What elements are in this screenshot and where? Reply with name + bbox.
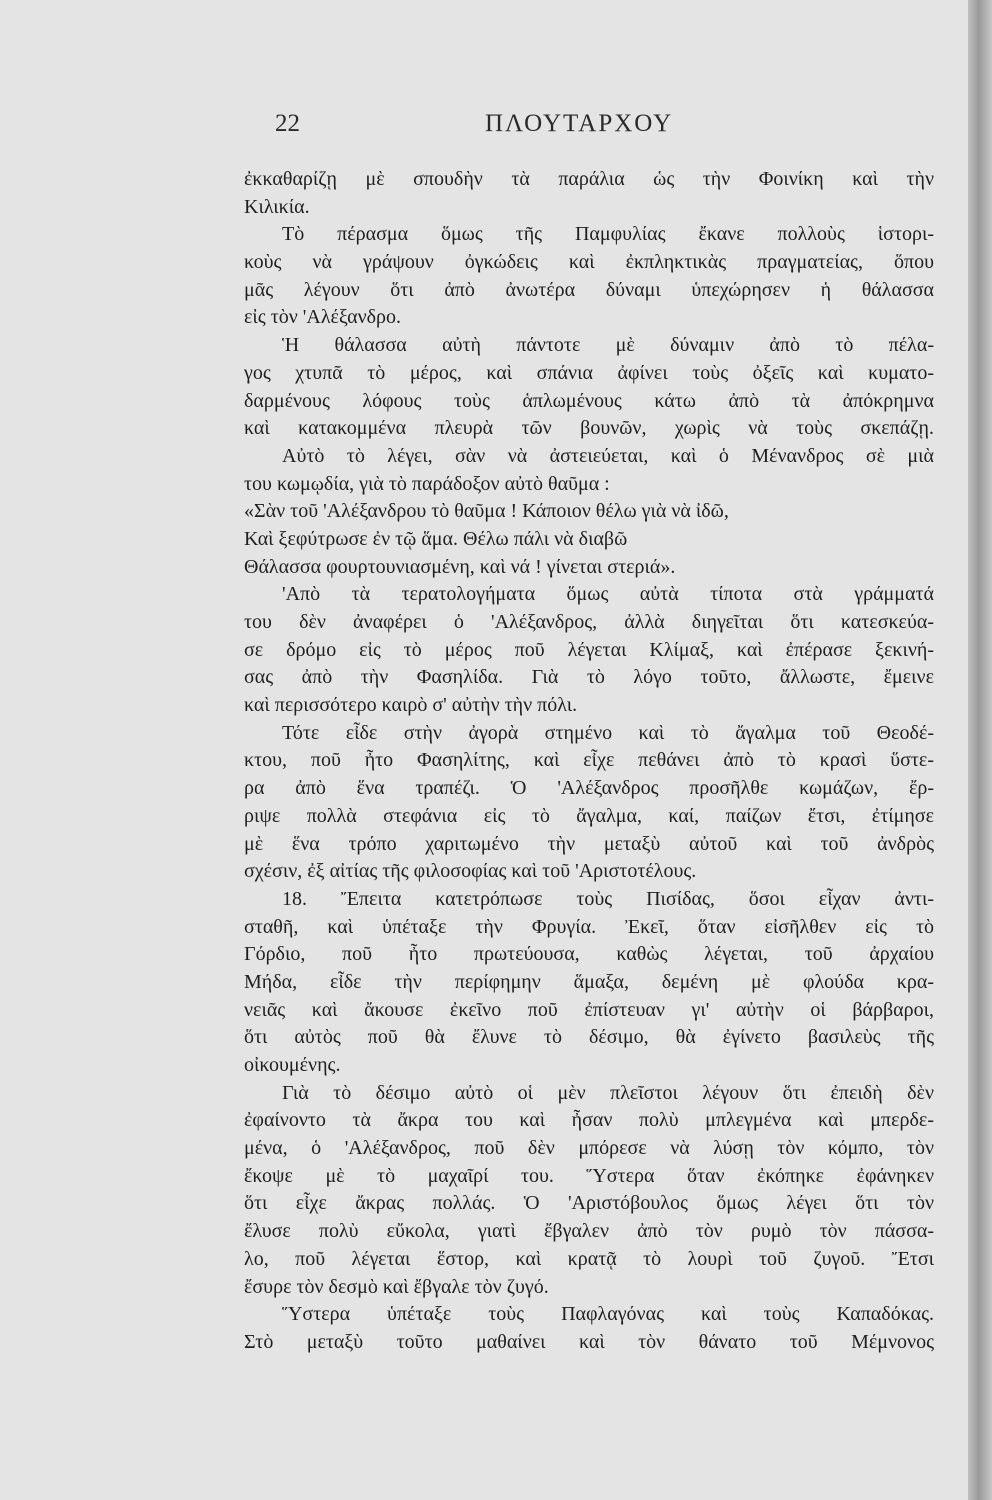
- text-line: ἐκκαθαρίζῃ μὲ σπουδὴν τὰ παράλια ὡς τὴν Φοινίκη καὶ τὴν: [244, 168, 934, 190]
- body-text: [244, 166, 934, 1357]
- text-line: 'Απὸ τὰ τερατολογήματα ὅμως αὐτὰ τίποτα στὰ γράμματά: [282, 583, 934, 606]
- quote-line: «Σὰν τοῦ 'Αλέξανδρου τὸ θαῦμα ! Κάποιον θέλω γιὰ νὰ ἰδῶ,: [244, 500, 729, 523]
- text-line: ὅτι αὐτὸς ποῦ θὰ ἔλυνε τὸ δέσιμο, θὰ ἐγίνετο βασιλεὺς τῆς: [244, 1026, 934, 1049]
- text-line: ρα ἀπὸ ἕνα τραπέζι. Ὁ 'Αλέξανδρος προσῆλθε κωμάζων, ἔρ-: [244, 777, 934, 800]
- text-line: Ἡ θάλασσα αὐτὴ πάντοτε μὲ δύναμιν ἀπὸ τὸ πέλα-: [282, 334, 934, 357]
- text-line: δαρμένους λόφους τοὺς ἁπλωμένους κάτω ἀπὸ τὰ ἀπόκρημνα: [244, 389, 934, 412]
- text-line: ἐφαίνοντο τὰ ἄκρα του καὶ ἦσαν πολὺ μπλεγμένα καὶ μπερδε-: [244, 1109, 934, 1132]
- text-line: ἔκοψε μὲ τὸ μαχαῖρί του. Ὕστερα ὅταν ἐκόπηκε ἐφάνηκεν: [244, 1164, 934, 1187]
- text-line: νειᾶς καὶ ἄκουσε ἐκεῖνο ποῦ ἐπίστευαν γι' αὐτὴν οἱ βάρβαροι,: [244, 998, 934, 1021]
- text-line: σας ἀπὸ τὴν Φασηλίδα. Γιὰ τὸ λόγο τοῦτο, ἄλλωστε, ἔμεινε: [244, 666, 934, 689]
- text-line: σε δρόμο εἰς τὸ μέρος ποῦ λέγεται Κλίμαξ, καὶ ἐπέρασε ξεκινή-: [244, 638, 934, 661]
- text-line: οἰκουμένης.: [244, 1054, 341, 1076]
- text-line: Αὐτὸ τὸ λέγει, σὰν νὰ ἀστειεύεται, καὶ ὁ Μένανδρος σὲ μιὰ: [282, 444, 934, 467]
- page-number: 22: [275, 110, 300, 137]
- text-line: Κιλικία.: [244, 195, 310, 218]
- text-line: λο, ποῦ λέγεται ἕστορ, καὶ κρατᾷ τὸ λουρὶ τοῦ ζυγοῦ. Ἔτσι: [244, 1247, 934, 1270]
- text-line: Στὸ μεταξὺ τοῦτο μαθαίνει καὶ τὸν θάνατο τοῦ Μέμνονος: [244, 1330, 934, 1353]
- text-line: ἔσυρε τὸν δεσμὸ καὶ ἔβγαλε τὸν ζυγό.: [244, 1275, 549, 1298]
- text-line: σχέσιν, ἐξ αἰτίας τῆς φιλοσοφίας καὶ τοῦ 'Αριστοτέλους.: [244, 860, 697, 883]
- section-18-start: 18. Ἔπειτα κατετρόπωσε τοὺς Πισίδας, ὅσοι εἶχαν ἀντι-: [282, 887, 934, 910]
- page-header: [275, 110, 905, 146]
- text-line: κτου, ποῦ ἦτο Φασηλίτης, καὶ εἶχε πεθάνει ἀπὸ τὸ κρασὶ ὕστε-: [244, 749, 934, 772]
- text-line: μᾶς λέγουν ὅτι ἀπὸ ἀνωτέρα δύναμι ὑπεχώρησεν ἡ θάλασσα: [244, 278, 934, 301]
- text-line: Τὸ πέρασμα ὅμως τῆς Παμφυλίας ἔκανε πολλοὺς ἱστορι-: [282, 223, 934, 246]
- text-line: Ὕστερα ὑπέταξε τοὺς Παφλαγόνας καὶ τοὺς Καπαδόκας.: [282, 1303, 934, 1326]
- text-line: του κωμῳδία, γιὰ τὸ παράδοξον αὐτὸ θαῦμα :: [244, 472, 610, 495]
- text-line: Γόρδιο, ποῦ ἦτο πρωτεύουσα, καθὼς λέγεται, τοῦ ἀρχαίου: [244, 943, 934, 966]
- running-title: ΠΛΟΥΤΑΡΧΟΥ: [485, 110, 674, 137]
- text-line: καὶ περισσότερο καιρὸ σ' αὐτὴν τὴν πόλι.: [244, 694, 578, 717]
- text-line: καὶ κατακομμένα πλευρὰ τῶν βουνῶν, χωρὶς νὰ τοὺς σκεπάζῃ.: [244, 417, 934, 440]
- text-line: ριψε πολλὰ στεφάνια εἰς τὸ ἄγαλμα, καί, παίζων ἔτσι, ἐτίμησε: [244, 804, 934, 827]
- text-line: Μήδα, εἶδε τὴν περίφημην ἅμαξα, δεμένη μὲ φλούδα κρα-: [244, 970, 934, 993]
- text-line: του δὲν ἀναφέρει ὁ 'Αλέξανδρος, ἀλλὰ διηγεῖται ὅτι κατεσκεύα-: [244, 611, 934, 633]
- page-edge: [970, 0, 992, 1500]
- text-line: κοὺς νὰ γράψουν ὀγκώδεις καὶ ἐκπληκτικὰς πραγματείας, ὅπου: [244, 251, 934, 274]
- text-line: Γιὰ τὸ δέσιμο αὐτὸ οἱ μὲν πλεῖστοι λέγουν ὅτι ἐπειδὴ δὲν: [282, 1081, 934, 1104]
- text-line: μένα, ὁ 'Αλέξανδρος, ποῦ δὲν μπόρεσε νὰ λύσῃ τὸν κόμπο, τὸν: [244, 1137, 934, 1160]
- text-line: σταθῆ, καὶ ὑπέταξε τὴν Φρυγία. Ἐκεῖ, ὅταν εἰσῆλθεν εἰς τὸ: [244, 915, 934, 938]
- text-line: Τότε εἶδε στὴν ἀγορὰ στημένο καὶ τὸ ἄγαλμα τοῦ Θεοδέ-: [282, 721, 934, 744]
- text-line: ἔλυσε πολὺ εὔκολα, γιατὶ ἔβγαλεν ἀπὸ τὸν ρυμὸ τὸν πάσσα-: [244, 1220, 934, 1243]
- text-line: ὅτι εἶχε ἄκρας πολλάς. Ὁ 'Αριστόβουλος ὅμως λέγει ὅτι τὸν: [244, 1192, 934, 1215]
- text-line: γος χτυπᾶ τὸ μέρος, καὶ σπάνια ἀφίνει τοὺς ὀξεῖς καὶ κυματο-: [244, 361, 934, 384]
- quote-line: Θάλασσα φουρτουνιασμένη, καὶ νά ! γίνεται στεριά».: [244, 555, 676, 578]
- text-line: μὲ ἕνα τρόπο χαριτωμένο τὴν μεταξὺ αὐτοῦ καὶ τοῦ ἀνδρὸς: [244, 832, 934, 855]
- quote-line: Καὶ ξεφύτρωσε ἐν τῷ ἅμα. Θέλω πάλι νὰ διαβῶ: [244, 527, 628, 550]
- text-line: εἰς τὸν 'Αλέξανδρο.: [244, 306, 402, 329]
